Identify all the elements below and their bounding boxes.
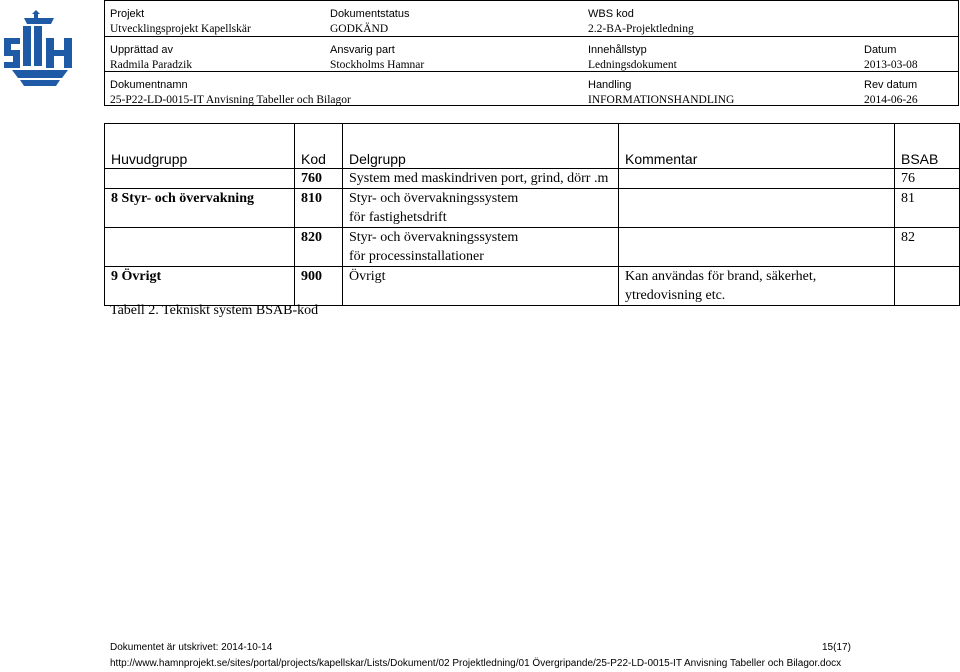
col-header-kod: Kod — [295, 124, 343, 169]
header-cell-datum — [864, 37, 954, 72]
table-row — [105, 169, 960, 189]
cell-kod: 810 — [295, 189, 343, 228]
header-cell-ansvarig — [330, 37, 580, 72]
cell-delgrupp: Övrigt — [343, 267, 619, 306]
bsab-table — [104, 123, 960, 306]
header-cell-dokumentnamn — [110, 72, 580, 107]
value-dokumentstatus: GODKÄND — [330, 23, 389, 35]
table-header-row — [105, 124, 960, 169]
document-header — [104, 0, 959, 106]
cell-huvudgrupp — [105, 228, 295, 267]
header-row-2 — [105, 37, 958, 72]
table-row — [105, 228, 960, 267]
page-number: 15(17) — [822, 642, 851, 653]
col-header-delgrupp: Delgrupp — [343, 124, 619, 169]
cell-delgrupp: Styr- och övervakningssystem för processinstallationer — [343, 228, 619, 267]
cell-bsab: 82 — [895, 228, 960, 267]
document-url: http://www.hamnprojekt.se/sites/portal/projects/kapellskar/Lists/Dokument/02 Projektledning/01 Övergripande/25-P22-LD-0015-IT Anvisning Tabeller och Bilagor.docx — [110, 658, 842, 669]
header-cell-wbs — [588, 1, 948, 36]
value-innehallstyp: Ledningsdokument — [588, 59, 677, 71]
print-date: Dokumentet är utskrivet: 2014-10-14 — [110, 642, 273, 653]
table-caption: Tabell 2. Tekniskt system BSAB-kod — [110, 303, 319, 318]
cell-kod: 760 — [295, 169, 343, 189]
cell-kommentar: Kan användas för brand, säkerhet, ytredovisning etc. — [619, 267, 895, 306]
label-revdatum: Rev datum — [864, 79, 918, 91]
cell-kommentar — [619, 169, 895, 189]
header-cell-innehallstyp — [588, 37, 858, 72]
value-projekt: Utvecklingsprojekt Kapellskär — [110, 23, 251, 35]
cell-kommentar — [619, 189, 895, 228]
cell-bsab — [895, 267, 960, 306]
cell-delgrupp: Styr- och övervakningssystem för fastighetsdrift — [343, 189, 619, 228]
label-datum: Datum — [864, 44, 897, 56]
value-handling: INFORMATIONSHANDLING — [588, 94, 735, 106]
label-upprattad: Upprättad av — [110, 44, 173, 56]
value-wbs: 2.2-BA-Projektledning — [588, 23, 694, 35]
col-header-huvudgrupp: Huvudgrupp — [105, 124, 295, 169]
header-cell-handling — [588, 72, 858, 107]
label-dokumentstatus: Dokumentstatus — [330, 8, 410, 20]
value-datum: 2013-03-08 — [864, 59, 918, 71]
header-row-3 — [105, 72, 958, 106]
label-ansvarig: Ansvarig part — [330, 44, 395, 56]
cell-bsab: 76 — [895, 169, 960, 189]
cell-huvudgrupp — [105, 169, 295, 189]
table-row — [105, 267, 960, 306]
label-wbs: WBS kod — [588, 8, 634, 20]
cell-huvudgrupp: 9 Övrigt — [105, 267, 295, 306]
cell-kod: 820 — [295, 228, 343, 267]
cell-kommentar — [619, 228, 895, 267]
header-cell-dokumentstatus — [330, 1, 580, 36]
label-handling: Handling — [588, 79, 632, 91]
cell-bsab: 81 — [895, 189, 960, 228]
value-revdatum: 2014-06-26 — [864, 94, 918, 106]
header-row-1 — [105, 1, 958, 37]
cell-kod: 900 — [295, 267, 343, 306]
value-dokumentnamn: 25-P22-LD-0015-IT Anvisning Tabeller och Bilagor — [110, 94, 351, 106]
header-cell-projekt — [110, 1, 325, 36]
cell-delgrupp: System med maskindriven port, grind, dörr .m — [343, 169, 619, 189]
stockholms-hamnar-logo-icon — [2, 10, 76, 88]
label-innehallstyp: Innehållstyp — [588, 44, 647, 56]
table-row — [105, 189, 960, 228]
value-upprattad: Radmila Paradzik — [110, 59, 193, 71]
label-dokumentnamn: Dokumentnamn — [110, 79, 188, 91]
header-cell-upprattad — [110, 37, 325, 72]
col-header-bsab: BSAB — [895, 124, 960, 169]
col-header-kommentar: Kommentar — [619, 124, 895, 169]
label-projekt: Projekt — [110, 8, 145, 20]
cell-huvudgrupp: 8 Styr- och övervakning — [105, 189, 295, 228]
header-cell-revdatum — [864, 72, 954, 107]
value-ansvarig: Stockholms Hamnar — [330, 59, 425, 71]
